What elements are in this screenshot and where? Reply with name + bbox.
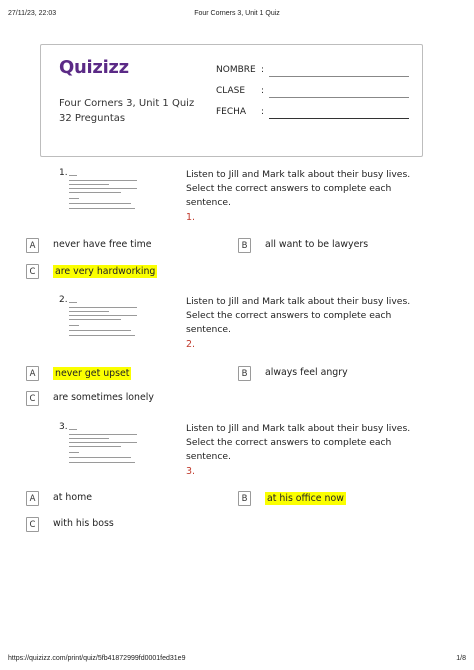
page-number: 1/8 — [456, 655, 466, 662]
question-2 — [29, 295, 430, 425]
quiz-title: Four Corners 3, Unit 1 Quiz — [59, 98, 195, 109]
question-prompt: Listen to Jill and Mark talk about their busy lives. Select the correct answers to complete each sentence. — [186, 296, 411, 335]
quizizz-logo: Quizizz — [59, 57, 129, 78]
option-text-highlighted: are very hardworking — [55, 266, 156, 277]
option-letter: A — [26, 238, 39, 253]
date-colon: : — [261, 107, 265, 117]
question-prompt: Listen to Jill and Mark talk about their busy lives. Select the correct answers to complete each sentence. — [186, 423, 411, 462]
question-number: 3. — [59, 422, 68, 432]
option-letter: B — [238, 366, 251, 381]
question-index: 3. — [186, 466, 196, 477]
class-field — [216, 86, 416, 102]
print-header — [8, 10, 466, 24]
transcript-thumbnail — [69, 175, 139, 213]
transcript-thumbnail — [69, 302, 139, 340]
print-footer — [8, 650, 466, 662]
class-label: CLASE — [216, 86, 246, 96]
question-number: 1. — [59, 168, 68, 178]
option-letter: A — [26, 491, 39, 506]
question-number: 2. — [59, 295, 68, 305]
name-label: NOMBRE — [216, 65, 256, 75]
option-letter: C — [26, 264, 39, 279]
name-field — [216, 65, 416, 81]
option-text: never have free time — [53, 239, 152, 250]
option-text: are sometimes lonely — [53, 392, 154, 403]
class-colon: : — [261, 86, 265, 96]
option-letter: C — [26, 391, 39, 406]
class-line — [269, 97, 409, 98]
option-letter: B — [238, 238, 251, 253]
option-text-highlighted: never get upset — [55, 368, 130, 379]
name-line — [269, 76, 409, 77]
quiz-header-card — [40, 44, 423, 157]
option-letter: A — [26, 366, 39, 381]
option-text: with his boss — [53, 518, 114, 529]
option-letter: B — [238, 491, 251, 506]
date-label: FECHA — [216, 107, 247, 117]
option-text: always feel angry — [265, 367, 348, 378]
name-colon: : — [261, 65, 265, 75]
option-text-highlighted: at his office now — [267, 493, 344, 504]
option-text: all want to be lawyers — [265, 239, 369, 250]
date-line — [269, 118, 409, 119]
date-field — [216, 107, 416, 123]
print-url: https://quizizz.com/print/quiz/5fb41872999fd0001fed31e9 — [8, 655, 186, 662]
question-3 — [29, 422, 430, 552]
question-1 — [29, 168, 430, 298]
option-letter: C — [26, 517, 39, 532]
option-text: at home — [53, 492, 92, 503]
print-date: 27/11/23, 22:03 — [8, 10, 57, 17]
question-index: 1. — [186, 212, 196, 223]
question-prompt: Listen to Jill and Mark talk about their busy lives. Select the correct answers to complete each sentence. — [186, 169, 411, 208]
question-count: 32 Preguntas — [59, 113, 126, 124]
question-index: 2. — [186, 339, 196, 350]
print-title: Four Corners 3, Unit 1 Quiz — [194, 10, 280, 17]
transcript-thumbnail — [69, 429, 139, 467]
